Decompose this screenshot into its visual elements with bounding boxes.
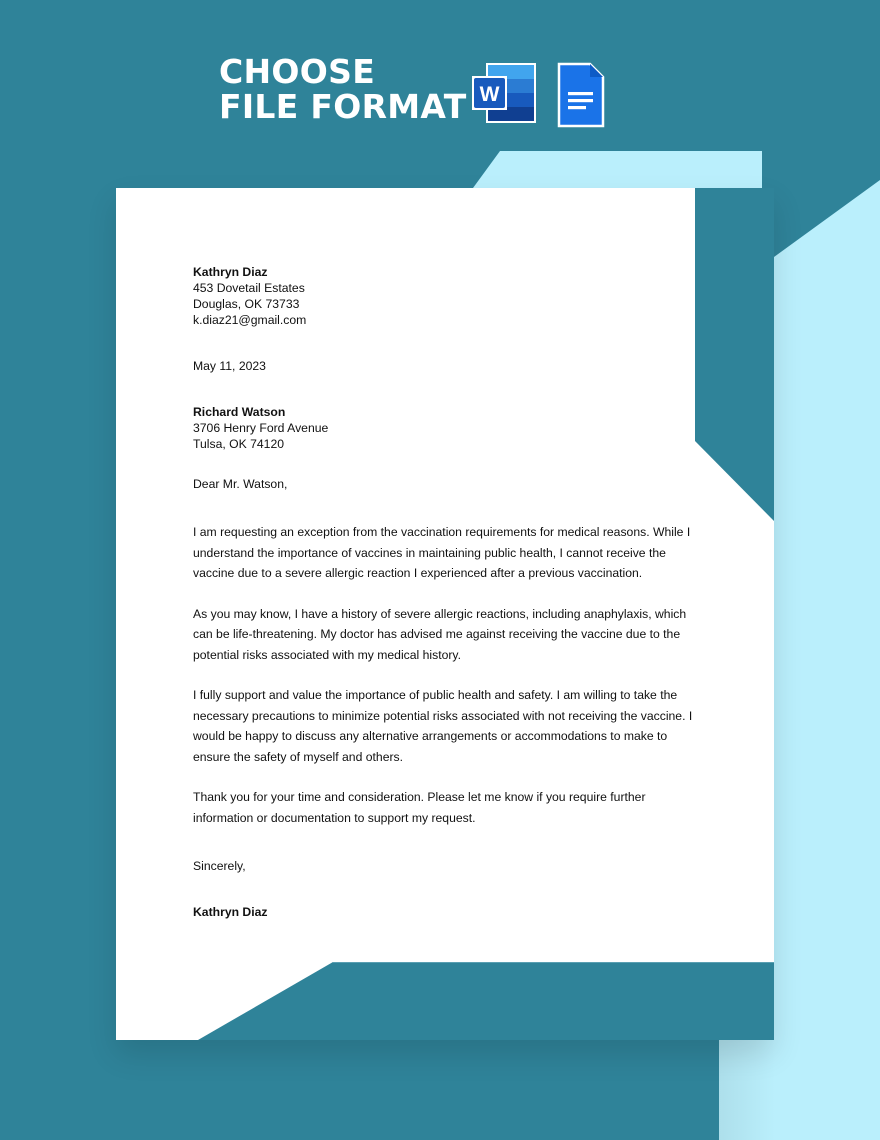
- bottom-teal-band: [198, 962, 774, 1040]
- letter-date: May 11, 2023: [193, 359, 266, 373]
- sender-email: k.diaz21@gmail.com: [193, 313, 307, 327]
- recipient-address-line2: Tulsa, OK 74120: [193, 437, 285, 451]
- body-paragraph-2: As you may know, I have a history of severe allergic reactions, including anaphylaxis, which can be life-threatening. My doctor has advised me against receiving the vaccine due to the potential risks associated with my medical history.: [193, 606, 687, 662]
- salutation: Dear Mr. Watson,: [193, 477, 288, 491]
- signature: Kathryn Diaz: [193, 905, 268, 919]
- right-teal-band: [695, 188, 774, 521]
- heading-line-2: FILE FORMAT: [219, 87, 467, 126]
- svg-text:W: W: [479, 83, 500, 106]
- sender-address-line2: Douglas, OK 73733: [193, 297, 300, 311]
- sender-address-line1: 453 Dovetail Estates: [193, 281, 305, 295]
- recipient-name: Richard Watson: [193, 405, 286, 419]
- letter-content: [193, 264, 703, 920]
- closing: Sincerely,: [193, 859, 246, 873]
- sender-name: Kathryn Diaz: [193, 265, 268, 279]
- heading-line-1: CHOOSE: [219, 52, 376, 91]
- recipient-address-line1: 3706 Henry Ford Avenue: [193, 421, 329, 435]
- recipient-block: [193, 404, 703, 452]
- sender-block: [193, 264, 703, 328]
- body-paragraph-4: Thank you for your time and consideration. Please let me know if you require further information or documentation to support my request.: [193, 790, 646, 825]
- body-paragraph-1: I am requesting an exception from the vaccination requirements for medical reasons. While I understand the importance of vaccines in maintaining public health, I cannot receive the vaccine due to a severe allergic reaction I experienced after a previous vaccination.: [193, 525, 691, 580]
- body-paragraph-3: I fully support and value the importance of public health and safety. I am willing to take the necessary precautions to minimize potential risks associated with not receiving the vaccine. I would be happy to discuss any alternative arrangements or accommodations to make to ensure the safety of myself and others.: [193, 688, 693, 764]
